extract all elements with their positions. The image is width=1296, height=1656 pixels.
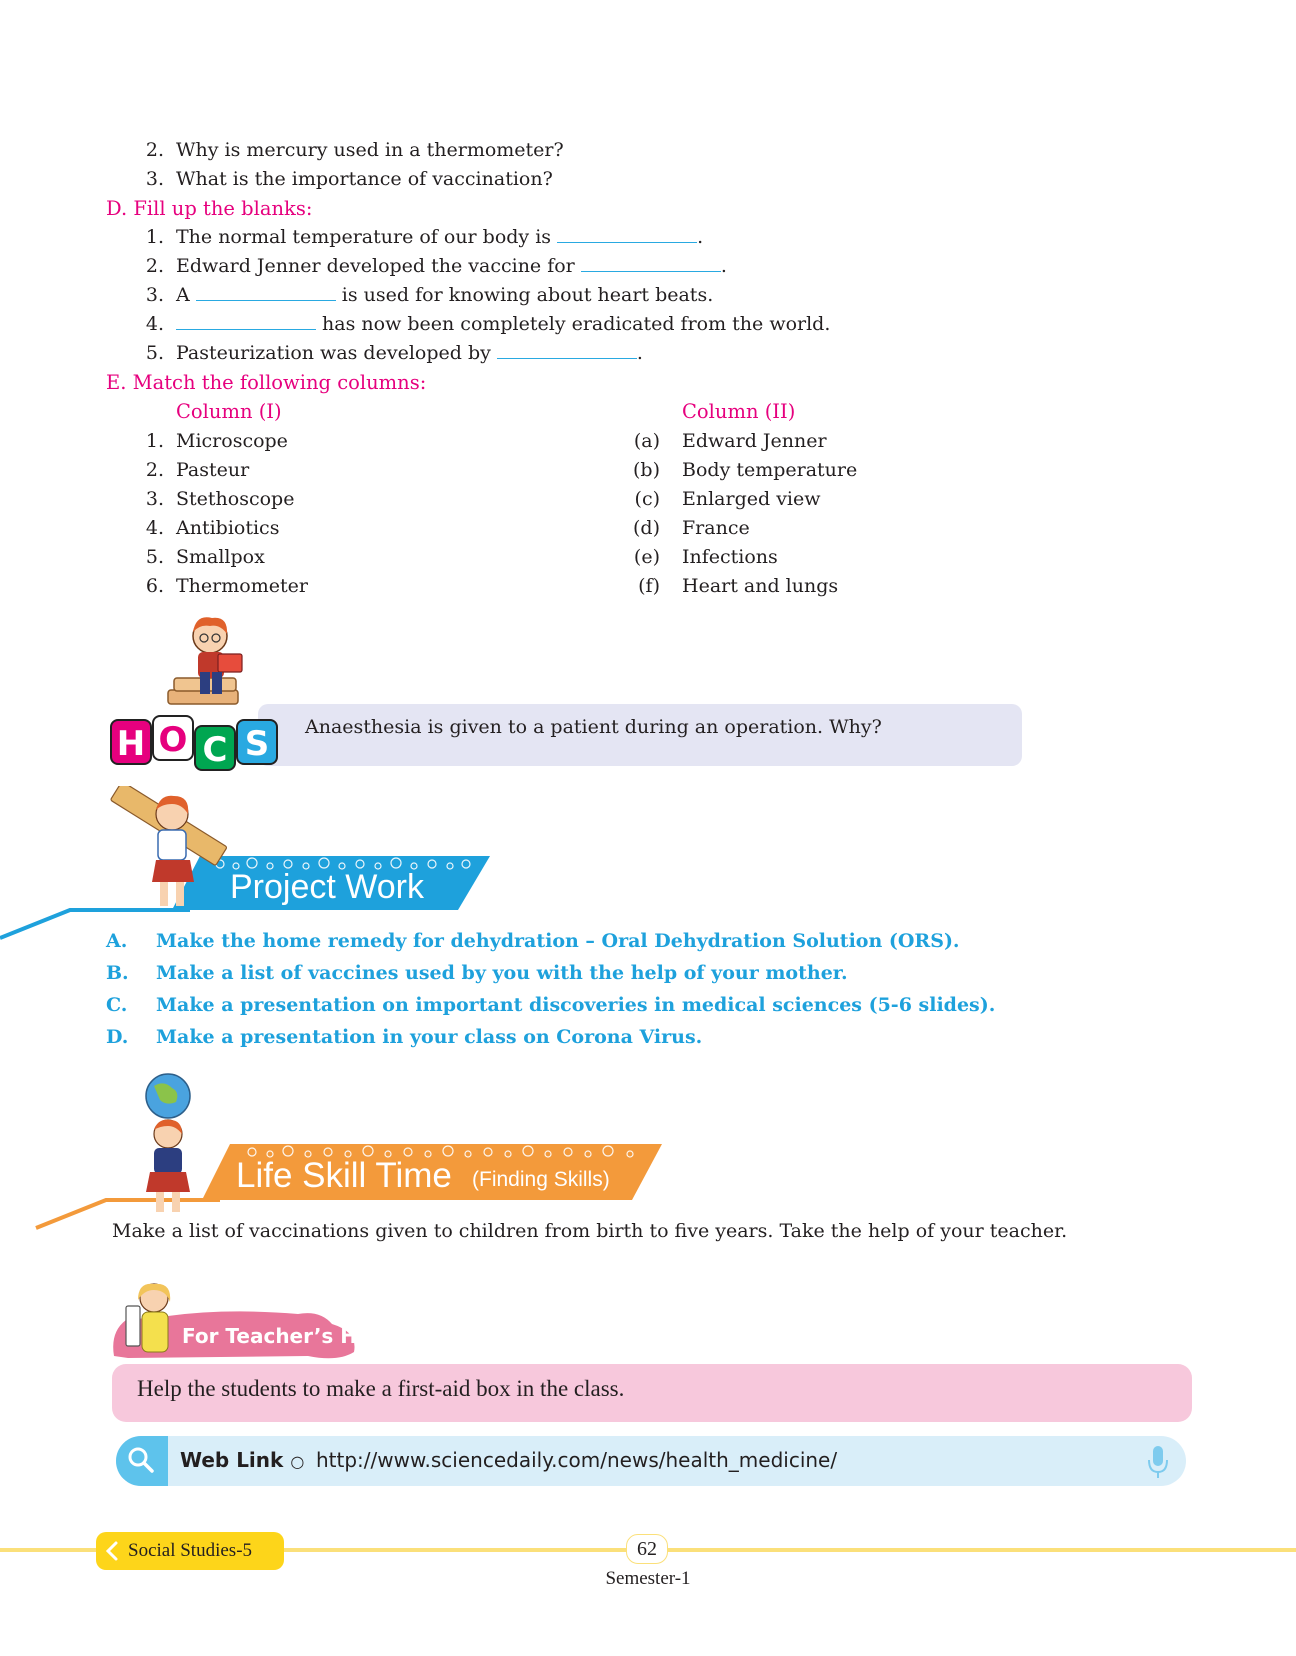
- blank-text-before: Pasteurization was developed by: [176, 342, 497, 364]
- circle-bullet-icon: ○: [290, 1452, 305, 1471]
- project-work-title: Project Work: [230, 868, 424, 906]
- fill-blanks-heading: D. Fill up the blanks:: [106, 197, 313, 220]
- match-right: Body temperature: [682, 459, 858, 481]
- project-work-banner: [0, 786, 500, 946]
- search-icon: [116, 1436, 168, 1486]
- match-right: Heart and lungs: [682, 575, 839, 597]
- blank-text-before: A: [176, 284, 196, 306]
- match-number: 5.: [145, 546, 164, 568]
- question-number: 3.: [145, 168, 164, 190]
- book-title: Social Studies-5: [128, 1540, 253, 1561]
- match-letter: (e): [633, 546, 660, 568]
- question-number: 2.: [145, 139, 164, 161]
- match-right: Edward Jenner: [682, 430, 827, 452]
- hocs-letter-o: O: [152, 715, 194, 761]
- match-left: Microscope: [176, 430, 288, 452]
- blank-text-after: .: [720, 255, 727, 277]
- microphone-icon[interactable]: [1146, 1444, 1170, 1480]
- life-skill-text: Make a list of vaccinations given to children from birth to five years. Take the help of your teacher.: [112, 1220, 1068, 1242]
- match-letter: (b): [633, 459, 660, 481]
- hocs-logo: [110, 715, 282, 771]
- project-item-letter: B.: [106, 962, 129, 984]
- life-skill-title: Life Skill Time: [236, 1156, 452, 1195]
- blank-text-before: The normal temperature of our body is: [176, 226, 558, 248]
- match-number: 4.: [145, 517, 164, 539]
- hocs-letter-h: H: [110, 719, 152, 765]
- blank-line: [557, 225, 697, 243]
- web-link-url[interactable]: http://www.sciencedaily.com/news/health_medicine/: [316, 1448, 838, 1472]
- match-letter: (a): [633, 430, 660, 452]
- blank-number: 4.: [145, 313, 164, 335]
- match-right: Infections: [682, 546, 778, 568]
- blank-line: [196, 283, 336, 301]
- question-text: What is the importance of vaccination?: [176, 168, 553, 190]
- blank-line: [176, 312, 316, 330]
- match-number: 2.: [145, 459, 164, 481]
- match-left: Pasteur: [176, 459, 250, 481]
- match-left: Thermometer: [176, 575, 308, 597]
- column-1-heading: Column (I): [176, 400, 282, 423]
- teacher-help-title: For Teacher’s Help: [182, 1324, 392, 1348]
- blank-line: [497, 341, 637, 359]
- life-skill-banner: [30, 1072, 680, 1232]
- match-heading: E. Match the following columns:: [106, 371, 427, 394]
- match-letter: (c): [634, 488, 660, 510]
- hocs-question-text: Anaesthesia is given to a patient during an operation. Why?: [305, 716, 882, 738]
- blank-text-after: .: [636, 342, 643, 364]
- match-letter: (d): [633, 517, 660, 539]
- blank-number: 2.: [145, 255, 164, 277]
- blank-number: 1.: [145, 226, 164, 248]
- reading-boy-illustration: [160, 612, 260, 722]
- column-2-heading: Column (II): [682, 400, 796, 423]
- blank-text-after: .: [697, 226, 704, 248]
- match-letter: (f): [638, 575, 660, 597]
- blank-number: 5.: [145, 342, 164, 364]
- project-item-text: Make a presentation in your class on Corona Virus.: [156, 1026, 703, 1048]
- question-text: Why is mercury used in a thermometer?: [176, 139, 564, 161]
- project-item-text: Make the home remedy for dehydration – Oral Dehydration Solution (ORS).: [156, 930, 960, 952]
- hocs-letter-c: C: [194, 725, 236, 771]
- semester-label: Semester-1: [605, 1568, 691, 1589]
- match-right: France: [682, 517, 750, 539]
- hocs-letter-s: S: [236, 719, 278, 765]
- match-number: 6.: [145, 575, 164, 597]
- project-item-letter: D.: [106, 1026, 129, 1048]
- blank-line: [581, 254, 721, 272]
- teacher-help-banner: [108, 1280, 368, 1362]
- project-item-letter: A.: [106, 930, 128, 952]
- project-item-text: Make a presentation on important discoveries in medical sciences (5-6 slides).: [156, 994, 996, 1016]
- project-item-text: Make a list of vaccines used by you with the help of your mother.: [156, 962, 848, 984]
- teacher-help-text: Help the students to make a first-aid box in the class.: [137, 1376, 625, 1401]
- chevron-left-icon: [104, 1540, 120, 1562]
- web-link-label: [180, 1448, 304, 1472]
- match-number: 1.: [145, 430, 164, 452]
- match-right: Enlarged view: [682, 488, 821, 510]
- blank-text-after: has now been completely eradicated from the world.: [316, 313, 831, 335]
- match-left: Antibiotics: [176, 517, 280, 539]
- page-number: 62: [626, 1534, 668, 1564]
- blank-text-before: Edward Jenner developed the vaccine for: [176, 255, 581, 277]
- match-number: 3.: [145, 488, 164, 510]
- match-left: Stethoscope: [176, 488, 295, 510]
- match-left: Smallpox: [176, 546, 265, 568]
- blank-number: 3.: [145, 284, 164, 306]
- project-item-letter: C.: [106, 994, 128, 1016]
- life-skill-subtitle: (Finding Skills): [472, 1168, 610, 1191]
- blank-text-after: is used for knowing about heart beats.: [335, 284, 714, 306]
- web-link-label-text: Web Link: [180, 1448, 284, 1472]
